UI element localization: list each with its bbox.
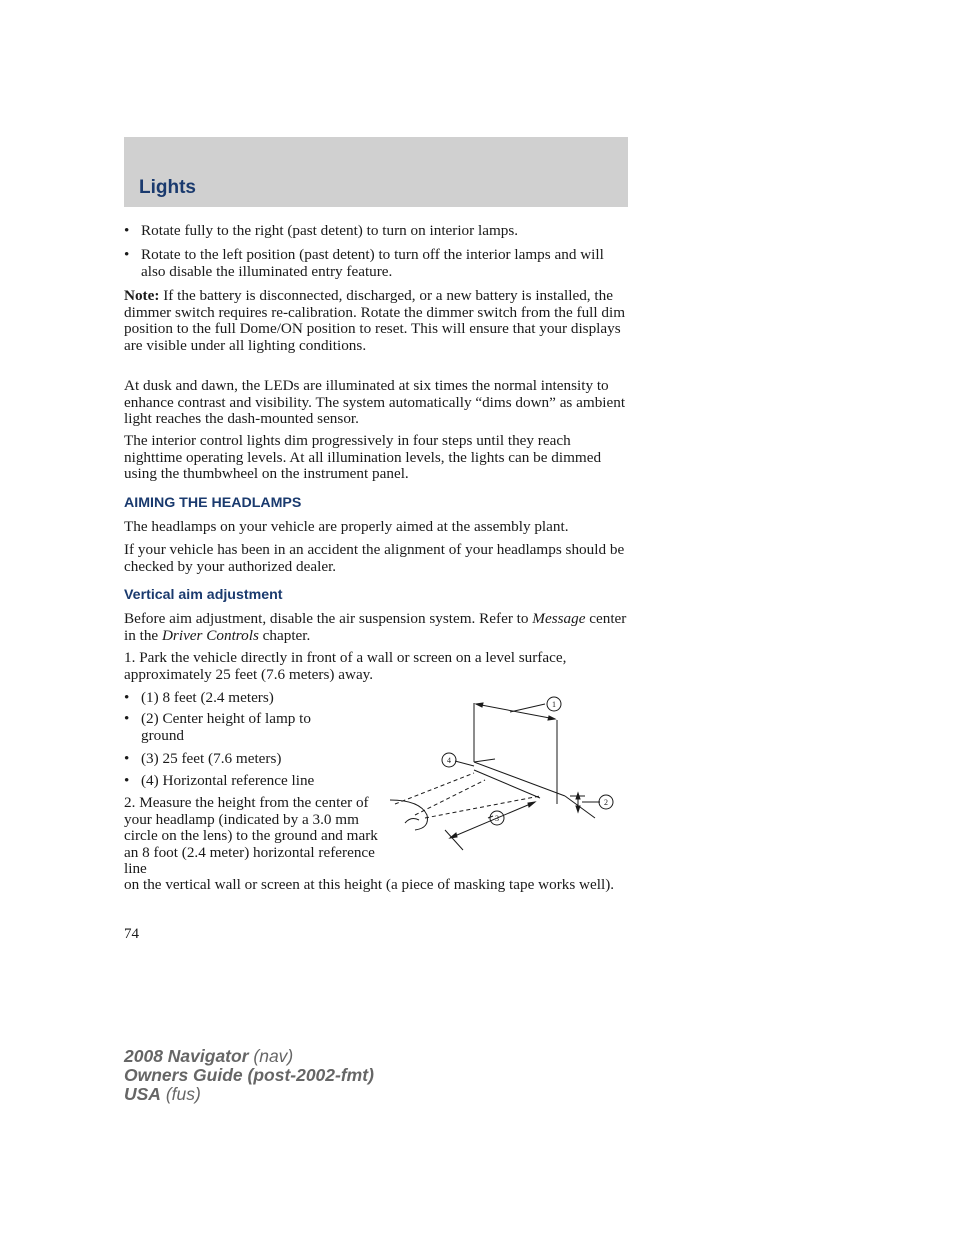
- page-number: 74: [124, 926, 139, 942]
- list-item: • (1) 8 feet (2.4 meters): [124, 689, 274, 706]
- paragraph-step-2-continued: on the vertical wall or screen at this height (a piece of masking tape works well).: [124, 876, 615, 893]
- paragraph-interior-lights: The interior control lights dim progressively in four steps until they reach nighttime operating levels. At all illumination levels, the lights can be dimmed using the thumbwheel on the instrument panel.: [124, 432, 602, 483]
- document-footer: 2008 Navigator (nav) Owners Guide (post-2002-fmt) USA (fus): [124, 1046, 374, 1104]
- bullet-icon: •: [124, 710, 130, 727]
- section-title: Lights: [139, 177, 196, 198]
- list-item: • (4) Horizontal reference line: [124, 772, 315, 789]
- arrowhead: [476, 703, 483, 707]
- headlamp-outline: [390, 800, 428, 830]
- callout-label-3: 3: [495, 814, 499, 823]
- heading-aiming-headlamps: AIMING THE HEADLAMPS: [124, 495, 302, 511]
- callout-leader-4: [455, 761, 474, 766]
- bullet-icon: •: [124, 750, 130, 767]
- note-text: If the battery is disconnected, discharged, or a new battery is installed, the dimmer switch requires re-calibration. Rotate the dimmer switch from the full dim position to the full Dome/ON position to reset. This will ensure that your displays are visible under all lighting conditions.: [124, 287, 626, 354]
- list-item: • Rotate fully to the right (past detent) to turn on interior lamps.: [124, 222, 519, 239]
- paragraph-dusk: At dusk and dawn, the LEDs are illuminated at six times the normal intensity to enhance contrast and visibility. The system automatically “dims down” as ambient light reaches the dash-mounted sensor.: [124, 377, 626, 428]
- arrowhead: [576, 806, 580, 812]
- list-item: • (2) Center height of lamp to ground: [124, 710, 311, 744]
- beam-line: [395, 773, 474, 804]
- paragraph-step-1: 1. Park the vehicle directly in front of a wall or screen on a level surface, approximately 25 feet (7.6 meters) away.: [124, 649, 567, 683]
- headlamp-detail: [405, 819, 419, 823]
- bullet-icon: •: [124, 246, 130, 263]
- ref-message: Message: [532, 610, 586, 627]
- paragraph-aiming-2: If your vehicle has been in an accident the alignment of your headlamps should be checked by your authorized dealer.: [124, 541, 625, 575]
- bullet-icon: •: [124, 222, 130, 239]
- arrowhead: [548, 716, 555, 720]
- headlamp-aim-diagram: [385, 690, 620, 855]
- arrowhead: [528, 802, 535, 807]
- tick: [445, 830, 463, 850]
- list-item: • (3) 25 feet (7.6 meters): [124, 750, 282, 767]
- horizontal-reference-line: [474, 762, 565, 796]
- callout-label-1: 1: [552, 700, 556, 709]
- paragraph-aiming-1: The headlamps on your vehicle are properly aimed at the assembly plant.: [124, 518, 569, 535]
- section-header-band: [124, 137, 628, 207]
- bullet-icon: •: [124, 689, 130, 706]
- note-paragraph: [124, 288, 628, 354]
- beam-line: [415, 780, 485, 815]
- paragraph-vertical-intro: Before aim adjustment, disable the air suspension system. Refer to Message center in the Driver Controls chapter.: [124, 610, 627, 644]
- paragraph-step-2: 2. Measure the height from the center of your headlamp (indicated by a 3.0 mm circle on the lens) to the ground and mark an 8 foot (2.4 meter) horizontal reference line: [124, 794, 378, 878]
- dimension-1-arrow: [476, 704, 555, 719]
- note-label: Note:: [124, 287, 160, 304]
- list-item: • Rotate to the left position (past detent) to turn off the interior lamps and will also disable the illuminated entry feature.: [124, 246, 604, 281]
- callout-leader-1: [510, 704, 545, 712]
- heading-vertical-aim: Vertical aim adjustment: [124, 587, 283, 603]
- dimension-3-arrow: [450, 802, 535, 838]
- callout-label-4: 4: [447, 756, 451, 765]
- callout-label-2: 2: [604, 798, 608, 807]
- bullet-icon: •: [124, 772, 130, 789]
- ref-driver-controls: Driver Controls: [161, 626, 259, 644]
